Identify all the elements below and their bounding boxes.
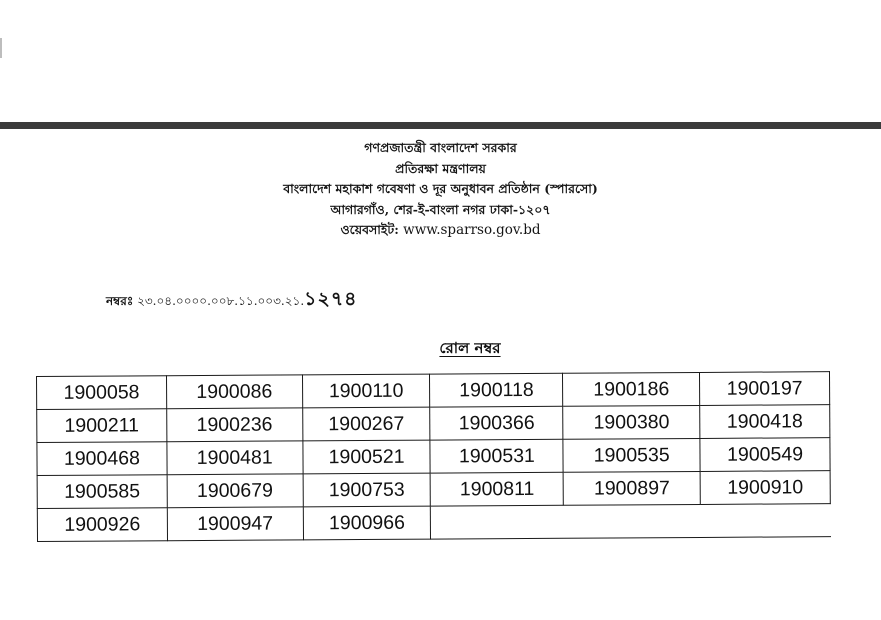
roll-number-cell: 1900366 [430, 406, 563, 440]
roll-number-cell: 1900186 [563, 372, 700, 406]
scan-edge-mark [0, 38, 2, 58]
table-row [37, 438, 830, 476]
memo-number-value: ২৩.০৪.০০০০.০০৮.১১.০০৩.২১. [137, 294, 305, 308]
roll-number-cell: 1900897 [563, 471, 700, 505]
ministry-name: প্রতিরক্ষা মন্ত্রণালয় [395, 160, 486, 176]
roll-number-cell: 1900211 [37, 409, 167, 443]
roll-number-cell: 1900197 [700, 372, 830, 406]
roll-number-cell: 1900535 [563, 438, 700, 472]
roll-number-cell: 1900910 [700, 471, 830, 505]
table-row [37, 405, 830, 443]
roll-number-cell: 1900481 [167, 441, 303, 475]
header-divider [0, 122, 881, 129]
website-line [0, 220, 881, 241]
roll-number-cell: 1900947 [167, 507, 303, 541]
roll-number-cell: 1900531 [430, 439, 563, 473]
government-name: গণপ্রজাতন্ত্রী বাংলাদেশ সরকার [364, 140, 517, 155]
roll-number-cell: 1900926 [37, 508, 167, 542]
organization-name: বাংলাদেশ মহাকাশ গবেষণা ও দূর অনুধাবন প্রতিষ্ঠান (স্পারসো) [283, 181, 598, 196]
roll-number-cell: 1900585 [37, 475, 167, 509]
roll-number-cell: 1900380 [563, 405, 700, 439]
roll-number-table [36, 371, 831, 542]
roll-number-cell: 1900418 [700, 405, 830, 439]
organization-address: আগারগাঁও, শের-ই-বাংলা নগর ঢাকা-১২০৭ [330, 201, 551, 217]
memo-number-label: নম্বরঃ [106, 294, 134, 308]
roll-number-cell: 1900267 [302, 407, 430, 441]
roll-number-cell: 1900058 [37, 376, 167, 410]
roll-number-heading: রোল নম্বর [439, 339, 501, 357]
roll-number-cell: 1900811 [431, 472, 564, 506]
memo-number [106, 285, 358, 317]
table-row [37, 471, 830, 509]
memo-handwritten-number: ১২৭৪ [304, 288, 358, 310]
roll-number-cell: 1900086 [166, 375, 302, 409]
roll-number-cell: 1900468 [37, 442, 167, 476]
roll-number-cell: 1900236 [167, 408, 303, 442]
website-url: www.sparrso.gov.bd [403, 222, 541, 238]
letterhead [0, 138, 881, 241]
roll-number-cell: 1900521 [303, 440, 431, 474]
roll-number-cell: 1900118 [430, 373, 563, 407]
roll-number-cell: 1900753 [303, 473, 431, 507]
roll-number-cell: 1900549 [700, 438, 830, 472]
roll-number-cell: 1900966 [303, 506, 431, 540]
website-label: ওয়েবসাইট: [340, 222, 399, 237]
empty-cell [431, 504, 831, 539]
table-row [37, 372, 830, 410]
roll-number-cell: 1900679 [167, 474, 303, 508]
table-row [37, 504, 830, 542]
roll-number-cell: 1900110 [302, 374, 430, 408]
